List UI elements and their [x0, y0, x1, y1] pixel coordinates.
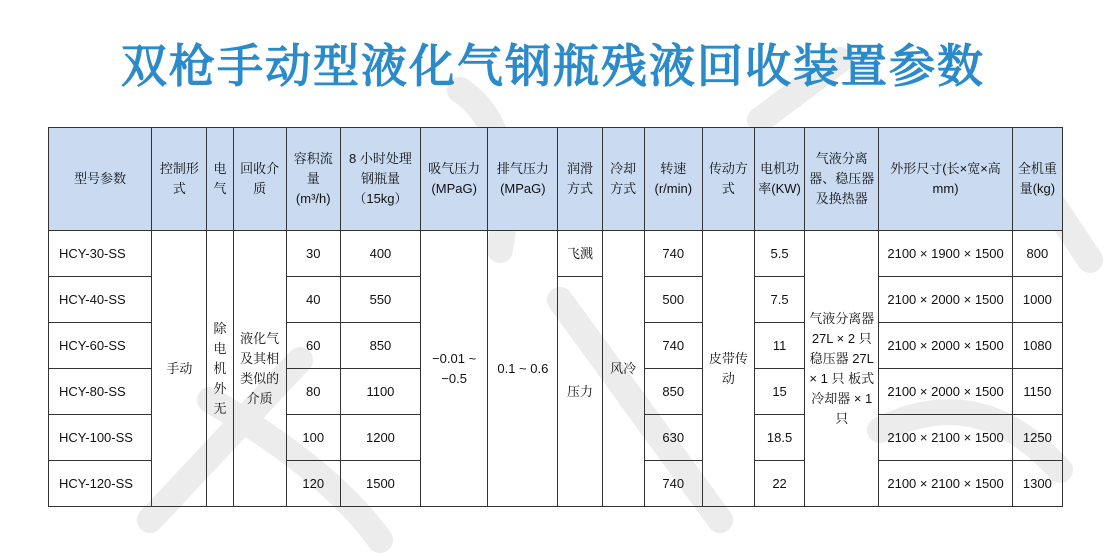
cell-medium: 液化气及其相类似的介质 — [233, 231, 286, 507]
cell-bottles: 1200 — [340, 415, 420, 461]
cell-power: 18.5 — [755, 415, 805, 461]
cell-weight: 1250 — [1012, 415, 1062, 461]
header-control: 控制形式 — [152, 128, 207, 231]
cell-bottles: 550 — [340, 277, 420, 323]
cell-model: HCY-100-SS — [49, 415, 152, 461]
header-separator: 气液分离器、稳压器及换热器 — [805, 128, 879, 231]
cell-suction: −0.01 ~ −0.5 — [421, 231, 488, 507]
cell-power: 11 — [755, 323, 805, 369]
cell-discharge: 0.1 ~ 0.6 — [488, 231, 558, 507]
cell-power: 15 — [755, 369, 805, 415]
cell-model: HCY-80-SS — [49, 369, 152, 415]
header-discharge: 排气压力(MPaG) — [488, 128, 558, 231]
cell-dimensions: 2100 × 2000 × 1500 — [879, 369, 1012, 415]
cell-model: HCY-120-SS — [49, 461, 152, 507]
cell-electric: 除电机外无 — [207, 231, 233, 507]
cell-bottles: 850 — [340, 323, 420, 369]
cell-dimensions: 2100 × 1900 × 1500 — [879, 231, 1012, 277]
table-header — [49, 128, 1063, 231]
cell-speed: 740 — [644, 461, 702, 507]
header-model: 型号参数 — [49, 128, 152, 231]
cell-transmission: 皮带传动 — [702, 231, 754, 507]
cell-model: HCY-30-SS — [49, 231, 152, 277]
cell-volume: 100 — [286, 415, 340, 461]
cell-weight: 800 — [1012, 231, 1062, 277]
cell-bottles: 400 — [340, 231, 420, 277]
header-bottles: 8 小时处理钢瓶量（15kg） — [340, 128, 420, 231]
cell-power: 5.5 — [755, 231, 805, 277]
cell-speed: 740 — [644, 323, 702, 369]
cell-speed: 630 — [644, 415, 702, 461]
cell-cooling: 风冷 — [602, 231, 644, 507]
cell-volume: 60 — [286, 323, 340, 369]
cell-weight: 1080 — [1012, 323, 1062, 369]
header-speed: 转速(r/min) — [644, 128, 702, 231]
header-volume: 容积流量(m³/h) — [286, 128, 340, 231]
table-body — [49, 231, 1063, 507]
cell-weight: 1150 — [1012, 369, 1062, 415]
cell-bottles: 1100 — [340, 369, 420, 415]
header-lubrication: 润滑方式 — [558, 128, 602, 231]
cell-bottles: 1500 — [340, 461, 420, 507]
header-weight: 全机重量(kg) — [1012, 128, 1062, 231]
header-medium: 回收介质 — [233, 128, 286, 231]
cell-volume: 120 — [286, 461, 340, 507]
header-power: 电机功率(KW) — [755, 128, 805, 231]
cell-volume: 30 — [286, 231, 340, 277]
cell-model: HCY-60-SS — [49, 323, 152, 369]
header-transmission: 传动方式 — [702, 128, 754, 231]
page-title: 双枪手动型液化气钢瓶残液回收装置参数 — [121, 39, 985, 93]
parameter-table — [48, 127, 1063, 507]
cell-power: 7.5 — [755, 277, 805, 323]
cell-speed: 500 — [644, 277, 702, 323]
cell-dimensions: 2100 × 2000 × 1500 — [879, 323, 1012, 369]
table-row — [49, 231, 1063, 277]
cell-speed: 740 — [644, 231, 702, 277]
cell-dimensions: 2100 × 2100 × 1500 — [879, 415, 1012, 461]
header-suction: 吸气压力(MPaG) — [421, 128, 488, 231]
cell-lubrication: 压力 — [558, 277, 602, 507]
cell-lubrication: 飞溅 — [558, 231, 602, 277]
cell-model: HCY-40-SS — [49, 277, 152, 323]
cell-volume: 80 — [286, 369, 340, 415]
cell-separator: 气液分离器 27L × 2 只 稳压器 27L × 1 只 板式冷却器 × 1 只 — [805, 231, 879, 507]
header-electric: 电气 — [207, 128, 233, 231]
cell-volume: 40 — [286, 277, 340, 323]
cell-dimensions: 2100 × 2000 × 1500 — [879, 277, 1012, 323]
cell-weight: 1300 — [1012, 461, 1062, 507]
cell-control: 手动 — [152, 231, 207, 507]
header-dimensions: 外形尺寸(长×宽×高 mm) — [879, 128, 1012, 231]
cell-speed: 850 — [644, 369, 702, 415]
cell-dimensions: 2100 × 2100 × 1500 — [879, 461, 1012, 507]
header-cooling: 冷却方式 — [602, 128, 644, 231]
cell-weight: 1000 — [1012, 277, 1062, 323]
cell-power: 22 — [755, 461, 805, 507]
